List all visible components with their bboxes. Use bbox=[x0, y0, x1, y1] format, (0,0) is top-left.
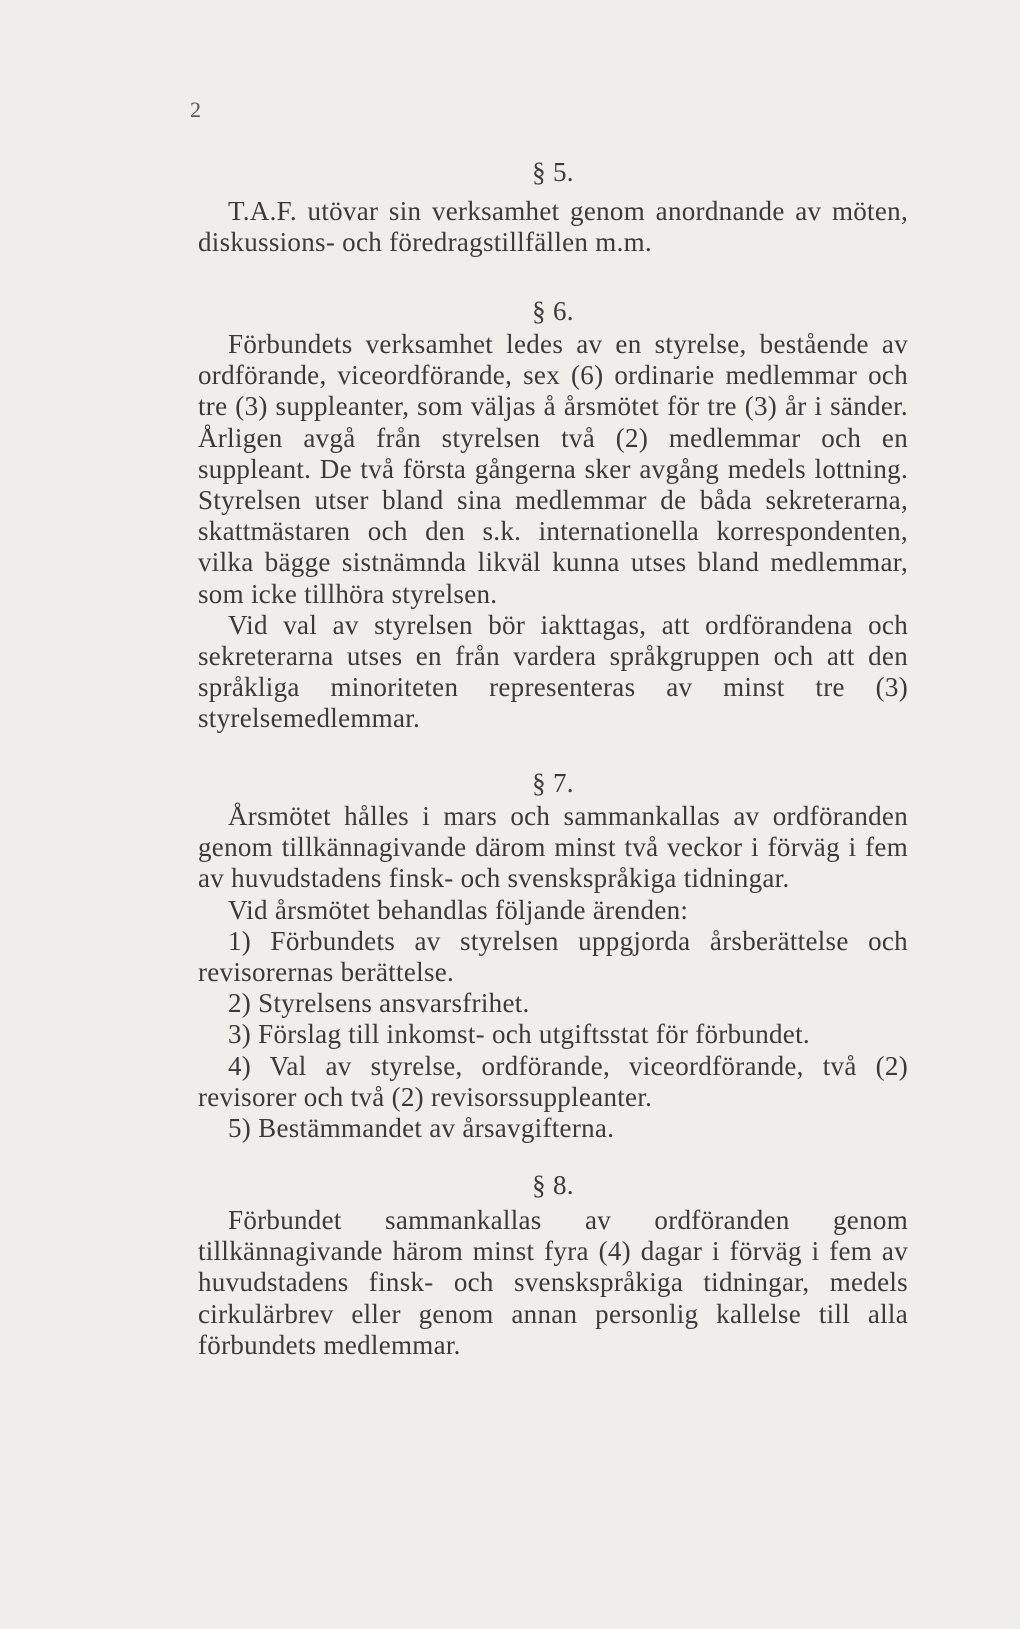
section-6 bbox=[198, 296, 908, 735]
paragraph: Vid val av styrelsen bör iakttagas, att ordförandena och sekreterarna utses en från vardera språkgruppen och att den språkliga minoriteten representeras av minst tre (3) styrelsemedlemmar. bbox=[198, 609, 908, 734]
paragraph: Vid årsmötet behandlas följande ärenden: bbox=[228, 894, 689, 925]
section-heading: § 8. bbox=[532, 1170, 574, 1200]
section-8 bbox=[198, 1170, 908, 1361]
paragraph: Förbundet sammankallas av ordföranden genom tillkännagivande härom minst fyra (4) dagar i förväg i fem av huvudstadens finsk- och svenskspråkiga tidningar, medels cirkulärbrev eller genom annan personlig kallelse till alla förbundets medlemmar. bbox=[198, 1205, 908, 1360]
section-5 bbox=[198, 157, 908, 258]
page-number: 2 bbox=[190, 97, 201, 122]
list-item: 5) Bestämmandet av årsavgifterna. bbox=[228, 1113, 615, 1144]
list-item: 4) Val av styrelse, ordförande, viceordförande, två (2) revisorer och två (2) revisorssuppleanter. bbox=[198, 1050, 908, 1112]
list-item: 1) Förbundets av styrelsen uppgjorda årsberättelse och revisorernas berättelse. bbox=[198, 925, 908, 988]
list-item: 3) Förslag till inkomst- och utgiftsstat för förbundet. bbox=[228, 1019, 810, 1050]
list-item: 2) Styrelsens ansvarsfrihet. bbox=[228, 988, 530, 1019]
paragraph: T.A.F. utövar sin verksamhet genom anordnande av möten, diskussions- och föredragstillfällen m.m. bbox=[198, 196, 908, 258]
paragraph: Årsmötet hålles i mars och sammankallas av ordföranden genom tillkännagivande därom minst två veckor i förväg i fem av huvudstadens finsk- och svenskspråkiga tidningar. bbox=[198, 801, 908, 894]
section-heading: § 5. bbox=[532, 157, 574, 187]
paragraph: Förbundets verksamhet ledes av en styrelse, bestående av ordförande, viceordförande, sex (6) ordinarie medlemmar och tre (3) suppleanter, som väljas å årsmötet för tre (3) år i sänder. Årligen avgå från styrelsen två (2) medlemmar och en suppleant. De två första gångerna sker avgång medels lottning. Styrelsen utser bland sina medlemmar de båda sekreterarna, skattmästaren och den s.k. internationella korrespondenten, vilka bägge sistnämnda likväl kunna utses bland medlemmar, som icke tillhöra styrelsen. bbox=[198, 329, 908, 609]
section-7 bbox=[198, 768, 908, 1144]
section-heading: § 6. bbox=[532, 296, 574, 326]
section-heading: § 7. bbox=[532, 768, 574, 798]
